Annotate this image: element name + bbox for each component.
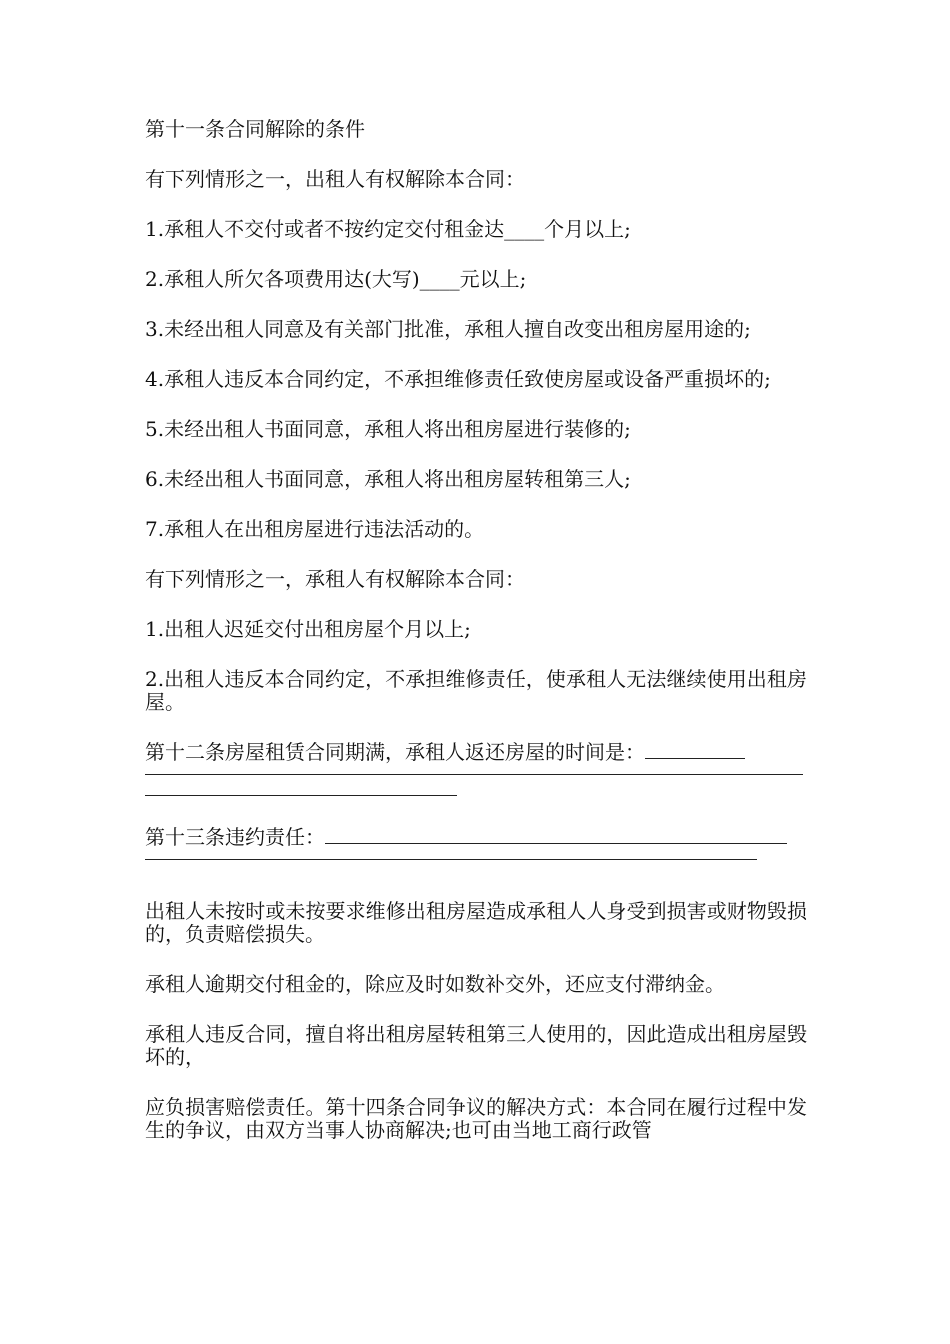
liability-paragraph-1: 出租人未按时或未按要求维修出租房屋造成承租人人身受到损害或财物毁损的，负责赔偿损失。 [145,899,807,946]
clause-13-label: 第十三条违约责任： [145,825,325,849]
landlord-condition-5: 5.未经出租人书面同意，承租人将出租房屋进行装修的; [145,417,631,441]
clause-13 [145,826,807,860]
landlord-termination-intro: 有下列情形之一，出租人有权解除本合同： [145,167,525,191]
tenant-termination-intro: 有下列情形之一，承租人有权解除本合同： [145,567,525,591]
clause-12-blank-line-1 [145,774,803,775]
clause-12-blank-inline [645,758,745,759]
clause-11-heading: 第十一条合同解除的条件 [145,117,365,141]
landlord-condition-6: 6.未经出租人书面同意，承租人将出租房屋转租第三人; [145,467,631,491]
document-body [145,118,807,1169]
landlord-condition-4: 4.承租人违反本合同约定，不承担维修责任致使房屋或设备严重损坏的; [145,367,771,391]
liability-paragraph-4: 应负损害赔偿责任。第十四条合同争议的解决方式：本合同在履行过程中发生的争议，由双方当事人协商解决;也可由当地工商行政管 [145,1095,807,1142]
clause-12-blank-line-2 [145,795,457,796]
landlord-condition-1: 1.承租人不交付或者不按约定交付租金达____个月以上; [145,217,631,241]
clause-13-blank-line-1 [145,859,757,860]
clause-12-label: 第十二条房屋租赁合同期满，承租人返还房屋的时间是： [145,740,645,764]
landlord-condition-2: 2.承租人所欠各项费用达(大写)____元以上; [145,267,527,291]
clause-12 [145,741,807,796]
clause-13-blank-inline [325,843,787,844]
tenant-condition-1: 1.出租人迟延交付出租房屋个月以上; [145,617,471,641]
landlord-condition-7: 7.承租人在出租房屋进行违法活动的。 [145,517,485,541]
tenant-condition-2: 2.出租人违反本合同约定，不承担维修责任，使承租人无法继续使用出租房屋。 [145,667,807,714]
landlord-condition-3: 3.未经出租人同意及有关部门批准，承租人擅自改变出租房屋用途的; [145,317,751,341]
liability-paragraph-3: 承租人违反合同，擅自将出租房屋转租第三人使用的，因此造成出租房屋毁坏的， [145,1022,807,1069]
liability-paragraph-2: 承租人逾期交付租金的，除应及时如数补交外，还应支付滞纳金。 [145,972,725,996]
